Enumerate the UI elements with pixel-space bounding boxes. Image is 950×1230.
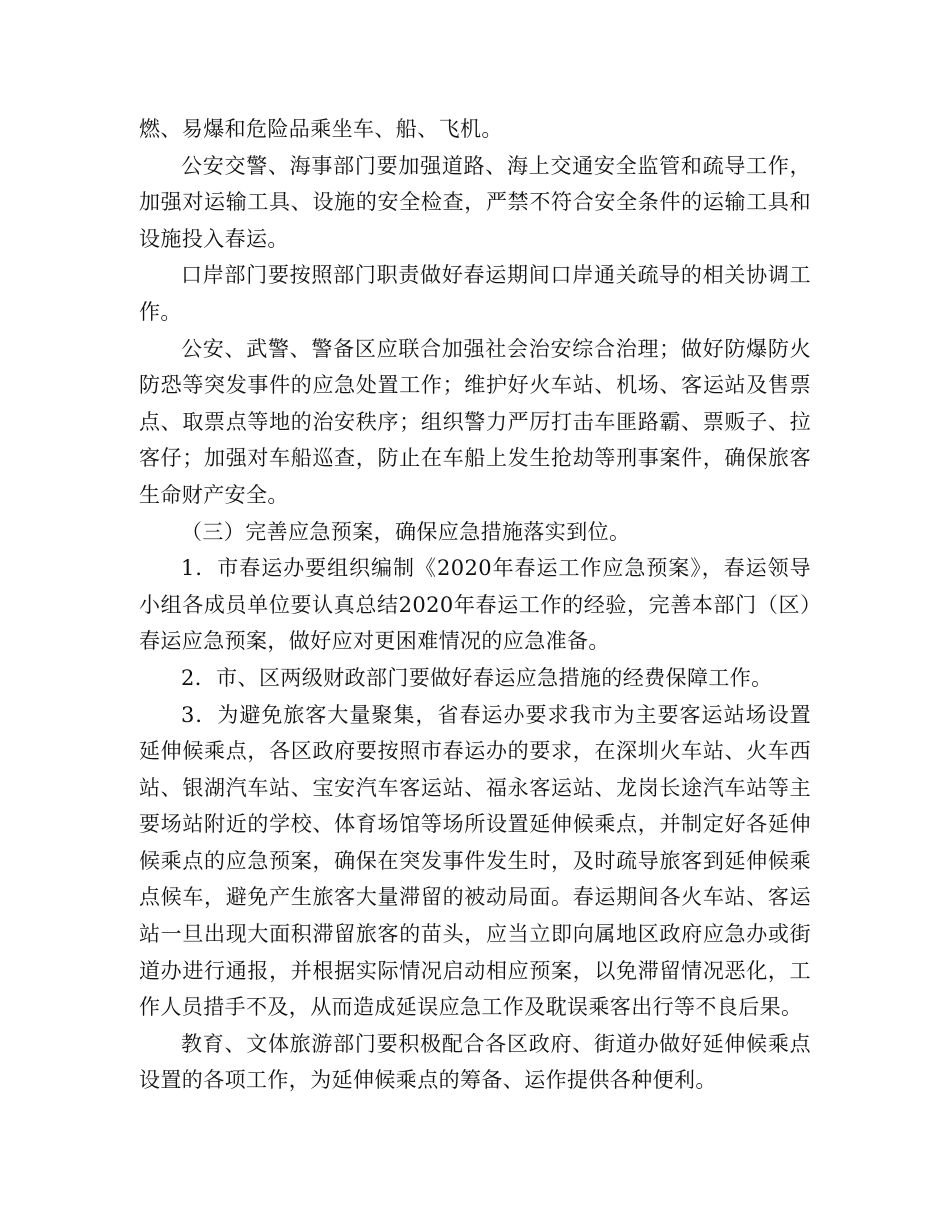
paragraph-item-3: 3．为避免旅客大量聚集，省春运办要求我市为主要客运站场设置延伸候乘点，各区政府要按照市春运办的要求，在深圳火车站、火车西站、银湖汽车站、宝安汽车客运站、福永客运站、龙岗长途汽车站等主要场站附近的学校、体育场馆等场所设置延伸候乘点，并制定好各延伸候乘点的应急预案，确保在突发事件发生时，及时疏导旅客到延伸候乘点候车，避免产生旅客大量滞留的被动局面。春运期间各火车站、客运站一旦出现大面积滞留旅客的苗头，应当立即向属地区政府应急办或街道办进行通报，并根据实际情况启动相应预案，以免滞留情况恶化，工作人员措手不及，从而造成延误应急工作及耽误乘客出行等不良后果。	[139, 702, 811, 1020]
paragraph-item-1: 1．市春运办要组织编制《2020年春运工作应急预案》，春运领导小组各成员单位要认真总结2020年春运工作的经验，完善本部门（区）春运应急预案，做好应对更困难情况的应急准备。	[139, 556, 811, 654]
paragraph-public-security: 公安、武警、警备区应联合加强社会治安综合治理；做好防爆防火防恐等突发事件的应急处置工作；维护好火车站、机场、客运站及售票点、取票点等地的治安秩序；组织警力严厉打击车匪路霸、票贩子、拉客仔；加强对车船巡查，防止在车船上发生抢劫等刑事案件，确保旅客生命财产安全。	[139, 336, 811, 507]
paragraph-item-2: 2．市、区两级财政部门要做好春运应急措施的经费保障工作。	[181, 665, 773, 690]
document-body	[139, 111, 811, 1099]
paragraph-continuation: 燃、易爆和危险品乘坐车、船、飞机。	[139, 117, 503, 141]
section-heading-emergency-plan: （三）完善应急预案，确保应急措施落实到位。	[181, 519, 631, 544]
paragraph-port-departments: 口岸部门要按照部门职责做好春运期间口岸通关疏导的相关协调工作。	[139, 263, 811, 324]
paragraph-education-tourism: 教育、文体旅游部门要积极配合各区政府、街道办做好延伸候乘点设置的各项工作，为延伸候乘点的筹备、运作提供各种便利。	[139, 1031, 811, 1093]
paragraph-traffic-police-maritime: 公安交警、海事部门要加强道路、海上交通安全监管和疏导工作，加强对运输工具、设施的安全检查，严禁不符合安全条件的运输工具和设施投入春运。	[139, 153, 811, 251]
